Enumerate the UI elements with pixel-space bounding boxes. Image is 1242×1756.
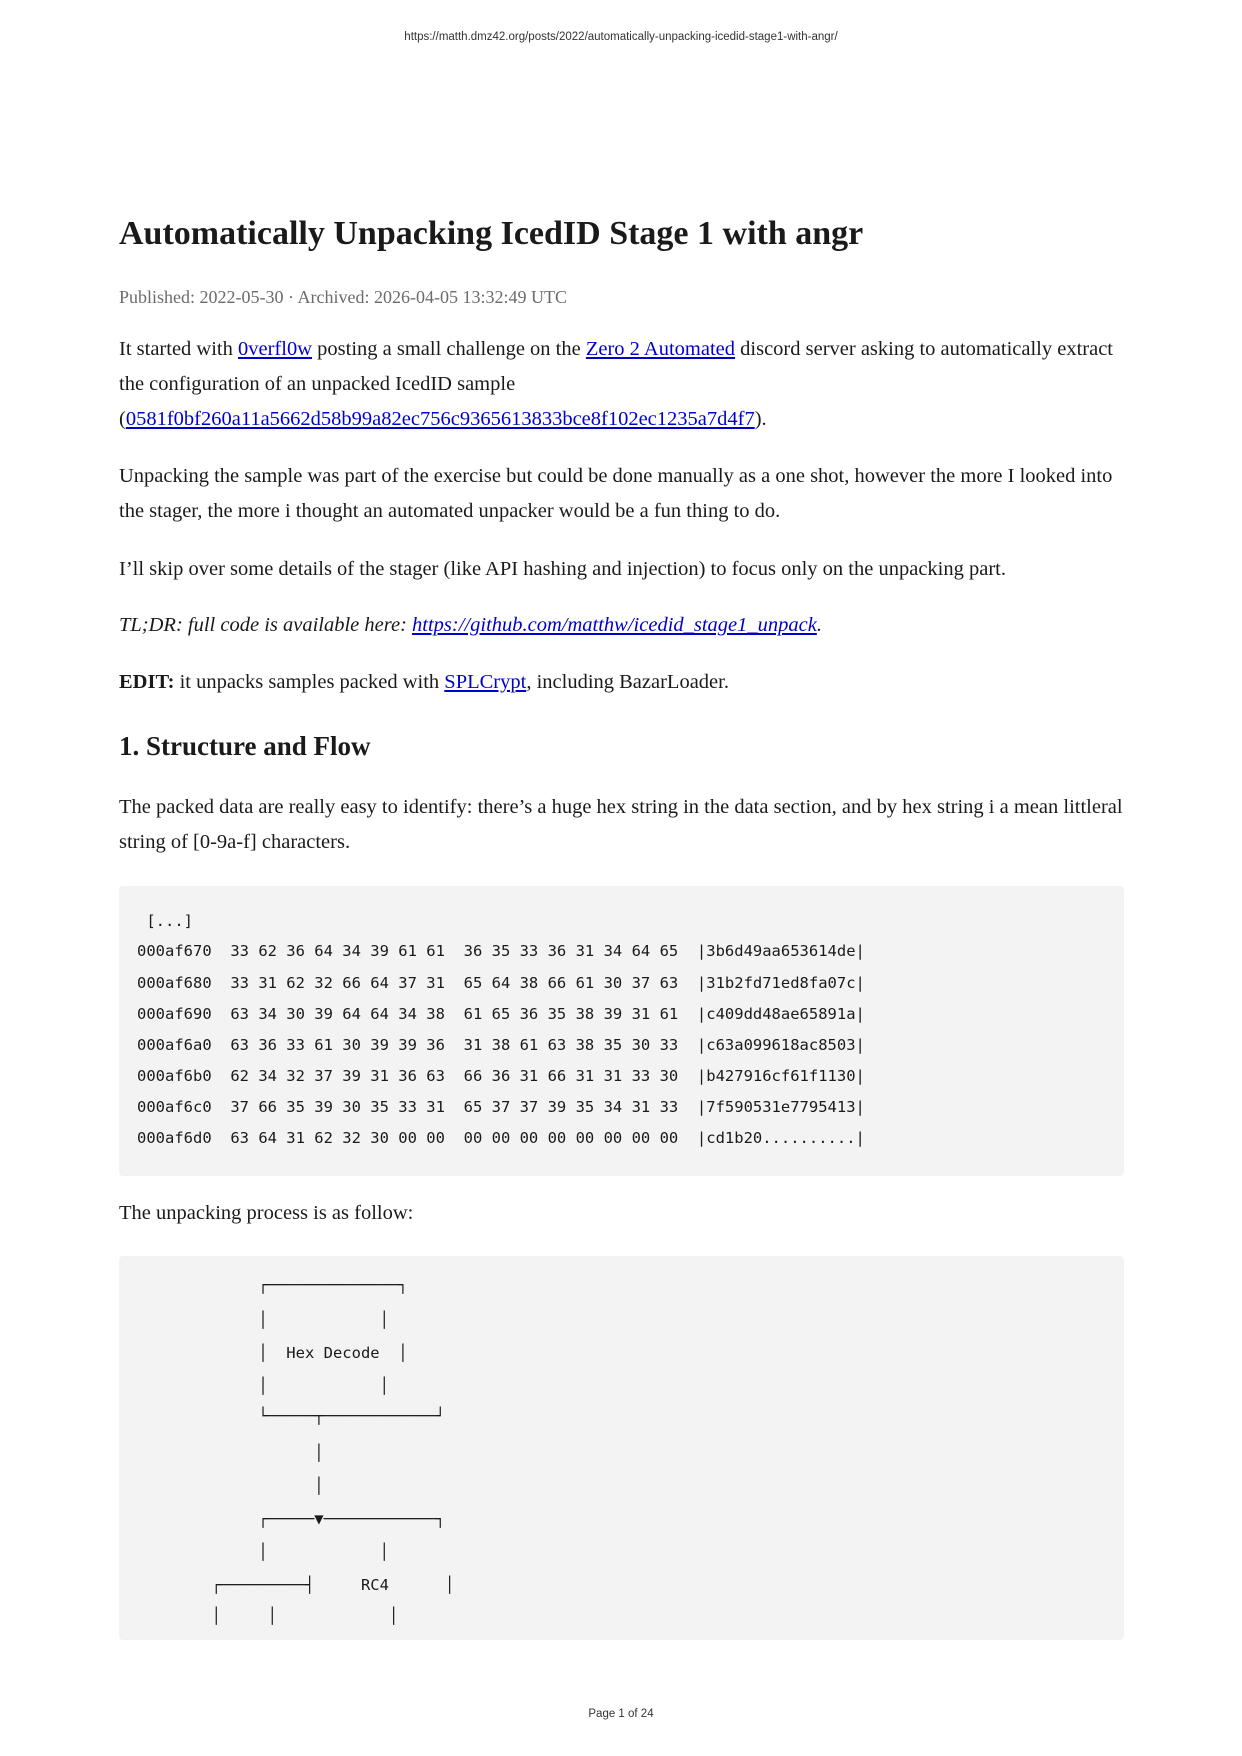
- diagram-line: │ │ │: [137, 1607, 399, 1625]
- page-number-footer: Page 1 of 24: [588, 1708, 654, 1720]
- paragraph-unpacking-process: The unpacking process is as follow:: [119, 1202, 414, 1224]
- text-span: It started with: [119, 338, 238, 360]
- code-line: 000af6a0 63 36 33 61 30 39 39 36 31 38 61 63 38 35 30 33 |c63a099618ac8503|: [137, 1036, 865, 1054]
- paragraph-skip: I’ll skip over some details of the stager (like API hashing and injection) to focus only on the unpacking part.: [119, 558, 1006, 580]
- hexdump-code-block: [119, 886, 1124, 1176]
- text-span: TL;DR: full code is available here:: [119, 614, 413, 636]
- text-span: , including BazarLoader.: [526, 671, 729, 693]
- link-splcrypt[interactable]: SPLCrypt: [444, 671, 527, 693]
- flow-diagram-code-block: [119, 1256, 1124, 1640]
- code-line: 000af6c0 37 66 35 39 30 35 33 31 65 37 37 39 35 34 31 33 |7f590531e7795413|: [137, 1098, 865, 1116]
- diagram-line: └─────┬────────────┘: [137, 1407, 445, 1425]
- text-span: it unpacks samples packed with: [174, 671, 445, 693]
- code-line: 000af6d0 63 64 31 62 32 30 00 00 00 00 00 00 00 00 00 00 |cd1b20..........|: [137, 1129, 865, 1147]
- diagram-line: │: [137, 1444, 324, 1462]
- diagram-line: ┌──────────────┐: [137, 1276, 408, 1294]
- diagram-line: ┌─────▼────────────┐: [137, 1510, 445, 1528]
- diagram-line: ┌─────────┤ RC4 │: [137, 1576, 455, 1594]
- text-span: ).: [754, 408, 767, 430]
- text-span: .: [816, 614, 822, 636]
- paragraph-unpacking: Unpacking the sample was part of the exercise but could be done manually as a one shot, however the more I looked into the stager, the more i thought an automated unpacker would be a fun thing to do.: [119, 465, 1113, 522]
- text-span: discord server asking to automatically extract the configuration of an unpacked IcedID sample (: [119, 338, 1113, 430]
- edit-label: EDIT:: [119, 671, 175, 693]
- diagram-line: │ │: [137, 1311, 389, 1329]
- code-line: 000af680 33 31 62 32 66 64 37 31 65 64 38 66 61 30 37 63 |31b2fd71ed8fa07c|: [137, 974, 865, 992]
- paragraph-tldr: [119, 608, 1124, 643]
- link-github[interactable]: https://github.com/matthw/icedid_stage1_unpack: [412, 614, 817, 636]
- paragraph-edit: [119, 665, 1124, 700]
- article-title: Automatically Unpacking IcedID Stage 1 with angr: [119, 215, 864, 252]
- diagram-line: │ Hex Decode │: [137, 1344, 408, 1362]
- diagram-line: │: [137, 1477, 324, 1495]
- text-span: posting a small challenge on the: [312, 338, 586, 360]
- diagram-line: │ │: [137, 1377, 389, 1395]
- link-sample-hash[interactable]: 0581f0bf260a11a5662d58b99a82ec756c9365613833bce8f102ec1235a7d4f7: [125, 408, 755, 430]
- link-zero2automated[interactable]: Zero 2 Automated: [585, 338, 736, 360]
- intro-paragraph: [119, 332, 1124, 437]
- article-meta: Published: 2022-05-30 · Archived: 2026-04-05 13:32:49 UTC: [119, 287, 567, 307]
- diagram-line: │ │: [137, 1543, 389, 1561]
- section-heading-structure: 1. Structure and Flow: [119, 731, 371, 761]
- link-0verfl0w[interactable]: 0verfl0w: [238, 338, 313, 360]
- code-line: 000af6b0 62 34 32 37 39 31 36 63 66 36 31 66 31 31 33 30 |b427916cf61f1130|: [137, 1067, 865, 1085]
- code-line: 000af690 63 34 30 39 64 64 34 38 61 65 36 35 38 39 31 61 |c409dd48ae65891a|: [137, 1005, 865, 1023]
- code-line: 000af670 33 62 36 64 34 39 61 61 36 35 33 36 31 34 64 65 |3b6d49aa653614de|: [137, 942, 865, 960]
- code-line: [...]: [137, 912, 193, 930]
- paragraph-packed-data: The packed data are really easy to identify: there’s a huge hex string in the data section, and by hex string i a mean littleral string of [0-9a-f] characters.: [119, 796, 1123, 853]
- page-url-header: https://matth.dmz42.org/posts/2022/automatically-unpacking-icedid-stage1-with-angr/: [404, 31, 838, 43]
